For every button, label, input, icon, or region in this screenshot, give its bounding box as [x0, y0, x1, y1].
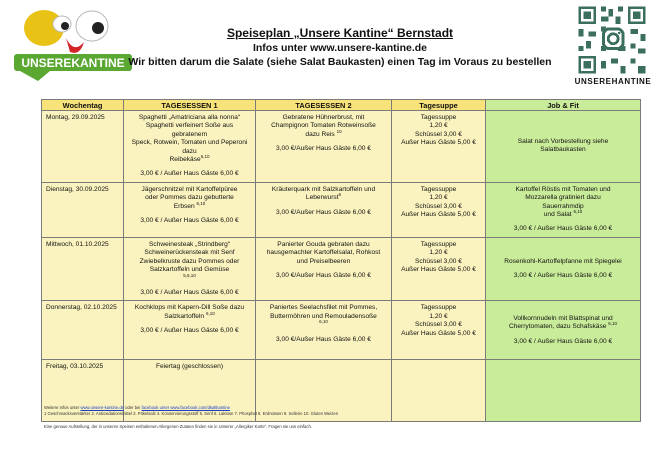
- fit-line: [490, 208, 636, 219]
- meal-line: oder Pommes dazu gebutterte: [145, 194, 234, 202]
- fit-line: Sauerrahmdip: [542, 202, 584, 210]
- soup-cell: [392, 111, 486, 183]
- soup-line: Schüssel 3,00 €: [415, 202, 462, 210]
- meal2-cell: [256, 182, 392, 237]
- soup-cell: [392, 301, 486, 360]
- meal-line: und Preiselbeeren: [296, 257, 351, 265]
- allergen-note: 6,10: [319, 318, 328, 324]
- meal-line: [128, 200, 251, 211]
- soup-line: Tagessuppe: [420, 114, 457, 121]
- facebook-link[interactable]: facebook unter www.facebook.com/dkaltkantine: [141, 405, 230, 410]
- meal-line: Paniertes Seelachsfilet mit Pommes,: [269, 304, 378, 312]
- meal1-cell: [124, 237, 256, 300]
- price: 3,00 € / Außer Haus Gäste 6,00 €: [140, 288, 239, 296]
- soup-line: 1,20 €: [429, 122, 448, 130]
- fit-line: Kartoffel Röstis mit Tomaten und: [515, 185, 611, 193]
- fit-line: Vollkornnudeln mit Blattspinat und: [513, 314, 613, 322]
- fit-line: Rosenkohl-Kartoffelpfanne mit Spiegelei: [504, 257, 622, 265]
- menu-table: [41, 99, 641, 422]
- fit-line: Salatbaukasten: [540, 146, 586, 154]
- header-row: [42, 100, 641, 111]
- meal2-cell: [256, 111, 392, 183]
- fit-text: Cherrytomaten, dazu Schafskäse: [508, 323, 607, 331]
- meal-line: Jägerschnitzel mit Kartoffelpüree: [141, 185, 238, 193]
- meal1-cell: [124, 182, 256, 237]
- meal-line: Spaghetti „Amatriciana alla nonna“: [138, 114, 241, 121]
- meal-text: dazu Reis: [305, 130, 335, 138]
- header-fit: Job & Fit: [486, 100, 641, 111]
- soup-line: Schüssel 3,00 €: [415, 321, 462, 329]
- price: 3,00 € / Außer Haus Gäste 6,00 €: [140, 327, 239, 335]
- meal1-cell: [124, 111, 256, 183]
- soup-line: Außer Haus Gäste 5,00 €: [401, 139, 476, 147]
- soup-line: 1,20 €: [429, 249, 448, 257]
- footer-text: Weitere Infos unter: [44, 405, 81, 410]
- meal2-cell: [256, 237, 392, 300]
- info-line: Infos unter www.unsere-kantine.de: [252, 42, 428, 54]
- soup-line: 1,20 €: [429, 194, 448, 202]
- price: 3,00 € / Außer Haus Gäste 6,00 €: [513, 225, 613, 233]
- soup-line: Außer Haus Gäste 5,00 €: [401, 211, 476, 219]
- price: 3,00 € / Außer Haus Gäste 6,00 €: [140, 170, 239, 178]
- allergen-line: [260, 318, 387, 329]
- soup-line: Außer Haus Gäste 5,00 €: [401, 266, 476, 274]
- meal-text: Reibekäse: [169, 156, 201, 164]
- meal-line: Champignon Tomaten Rotweinsoße: [271, 122, 376, 130]
- day-cell: Mittwoch, 01.10.2025: [42, 237, 124, 300]
- meal-text: Salzkartoffeln: [164, 312, 205, 320]
- header-meal2: TAGESESSEN 2: [256, 100, 392, 111]
- day-cell: Freitag, 03.10.2025: [42, 360, 124, 422]
- price: 3,00 € / Außer Haus Gäste 6,00 €: [513, 272, 613, 280]
- meal-line: Salzkartoffeln und Gemüse: [149, 266, 230, 274]
- allergen-note: 6,10: [205, 310, 215, 316]
- meal-text: Erbsen: [173, 202, 195, 210]
- allergen-note: 6,10: [196, 200, 206, 206]
- soup-cell: [392, 182, 486, 237]
- meal-line: Panierter Gouda gebraten dazu: [277, 240, 370, 248]
- soup-line: Außer Haus Gäste 5,00 €: [401, 329, 476, 337]
- meal-line: Schweinesteak „Strindberg“: [149, 240, 230, 248]
- meal-line: hausgemachter Kartoffelsalat, Rohkost: [266, 249, 381, 257]
- meal-text: Leberwurst: [305, 194, 339, 202]
- allergen-note: 6,10: [200, 153, 210, 159]
- table-row: [42, 182, 641, 237]
- table-row: [42, 301, 641, 360]
- soup-line: Tagessuppe: [420, 185, 457, 193]
- meal-line: Zwiebelkruste dazu Pommes oder: [139, 257, 240, 265]
- price: 3,00 €/Außer Haus Gäste 6,00 €: [276, 272, 371, 280]
- day-cell: Montag, 29.09.2025: [42, 111, 124, 183]
- soup-line: 1,20 €: [429, 312, 448, 320]
- meal-line: [260, 194, 387, 202]
- soup-line: Tagessuppe: [420, 304, 457, 312]
- fit-cell: [486, 301, 641, 360]
- allergen-note: 5,6,10: [183, 272, 196, 278]
- meal-line: Schweinerückensteak mit Senf: [144, 249, 235, 257]
- page-header: [110, 26, 570, 68]
- meal-line: Kochklops mit Kapern-Dill Soße dazu: [134, 304, 245, 312]
- footer-text: oder bei: [124, 405, 142, 410]
- website-link[interactable]: www.unsere-kantine.de: [80, 405, 124, 410]
- meal-line: Gebratene Hühnerbrust, mit: [282, 114, 365, 121]
- header-day: Wochentag: [42, 100, 124, 111]
- fit-cell: [486, 182, 641, 237]
- price: 3,00 €/Außer Haus Gäste 6,00 €: [276, 208, 371, 216]
- fit-text: und Salat: [543, 211, 572, 219]
- salad-notice: Wir bitten darum die Salate (siehe Salat Baukasten) einen Tag im Voraus zu bestellen: [128, 56, 552, 68]
- header-meal1: TAGESESSEN 1: [124, 100, 256, 111]
- meal1-cell: [124, 301, 256, 360]
- allergen-note: 6,10: [573, 208, 583, 214]
- fit-line: Salat nach Vorbestellung siehe: [517, 138, 609, 146]
- allergen-note-text: Eine genaue Aufstellung, der in unseren Speisen enthaltenen Allergenen Zutaten finden sie in Unserer „Allergiker Karte“. Fragen sie uns einfach.: [44, 424, 312, 429]
- footer-links: [44, 405, 644, 410]
- meal-line: Speck, Rotwein, Tomaten und Peperoni dazu: [131, 139, 248, 155]
- page-title: Speiseplan „Unsere Kantine“ Bernstadt: [226, 26, 454, 40]
- price: 3,00 €/Außer Haus Gäste 6,00 €: [276, 335, 371, 343]
- allergen-note: 6: [338, 192, 342, 198]
- soup-line: Schüssel 3,00 €: [415, 130, 462, 138]
- meal-line: Buttermöhren und Remouladensoße: [270, 312, 377, 320]
- qr-caption: UNSEREHANTINE: [574, 77, 652, 86]
- qr-code: [576, 4, 648, 76]
- day-cell: Dienstag, 30.09.2025: [42, 182, 124, 237]
- table-row: [42, 237, 641, 300]
- fit-cell: [486, 111, 641, 183]
- meal-line: [128, 310, 251, 321]
- allergen-note: 6,10: [608, 320, 618, 326]
- price: 3,00 € / Außer Haus Gäste 6,00 €: [140, 217, 239, 225]
- soup-line: Tagessuppe: [420, 240, 457, 248]
- soup-cell: [392, 237, 486, 300]
- price: 3,00 € / Außer Haus Gäste 6,00 €: [513, 337, 613, 345]
- allergen-line: [128, 272, 251, 283]
- logo-text: UNSEREKANTINE: [21, 56, 125, 70]
- fit-cell: [486, 237, 641, 300]
- allergen-note: 10: [336, 128, 342, 134]
- day-cell: Donnerstag, 02.10.2025: [42, 301, 124, 360]
- meal-line: [128, 153, 251, 164]
- header-soup: Tagesuppe: [392, 100, 486, 111]
- meal-line: Spaghetti verfeinert Soße aus gebratenem: [145, 122, 234, 138]
- meal-line: Kräuterquark mit Salzkartoffeln und: [271, 185, 376, 193]
- price: 3,00 €/Außer Haus Gäste 6,00 €: [276, 145, 371, 153]
- soup-line: Schüssel 3,00 €: [415, 257, 462, 265]
- fit-line: [490, 320, 636, 331]
- meal-line: Feiertag (geschlossen): [155, 363, 224, 371]
- meal2-cell: [256, 301, 392, 360]
- table-row: [42, 111, 641, 183]
- fit-line: Mozzarella gratiniert dazu: [525, 194, 601, 202]
- allergen-legend: 1 Geschmacksverstärker 2. Antioxidationsmittel 3. Pökelsalz 4. Konservierungsstoff 5. Senf 6. Laktose 7. Phosphat 8. Erdnüssen 9. Sellerie 10. Gluten Weizen: [44, 411, 339, 416]
- meal-line: [260, 128, 387, 139]
